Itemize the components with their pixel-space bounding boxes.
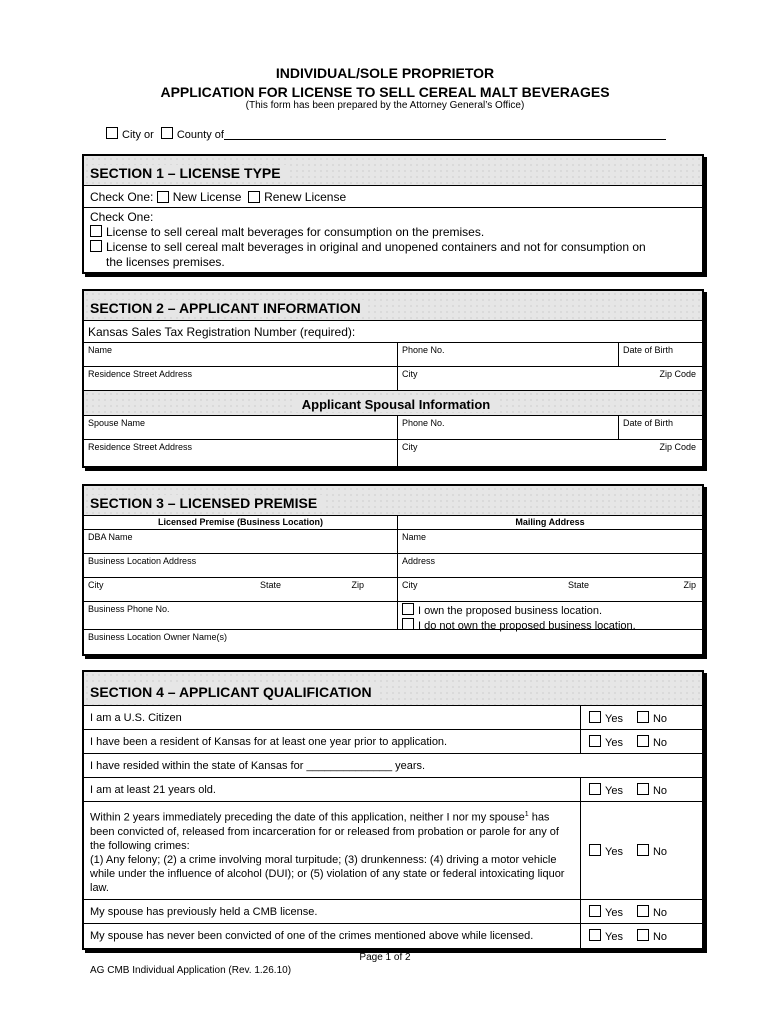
- mailing-address-field[interactable]: Address: [397, 554, 702, 577]
- question-text: I am a U.S. Citizen: [90, 712, 182, 724]
- off-premises-label-cont: the licenses premises.: [106, 255, 225, 269]
- yes-checkbox[interactable]: [589, 711, 601, 723]
- no-checkbox[interactable]: [637, 905, 649, 917]
- jurisdiction-line: [106, 127, 666, 141]
- on-premises-label: License to sell cereal malt beverages for consumption on the premises.: [106, 225, 485, 239]
- question-text: My spouse has previously held a CMB license.: [90, 906, 318, 918]
- mailing-address-heading: Mailing Address: [397, 516, 702, 529]
- title-line-2: APPLICATION FOR LICENSE TO SELL CEREAL MALT BEVERAGES: [160, 84, 610, 100]
- section-2: [82, 289, 704, 468]
- city-checkbox[interactable]: [106, 127, 118, 139]
- business-phone-field[interactable]: Business Phone No.: [88, 604, 170, 614]
- yes-label: Yes: [605, 845, 623, 858]
- yes-checkbox[interactable]: [589, 929, 601, 941]
- yes-checkbox[interactable]: [589, 844, 601, 856]
- city-zip-field[interactable]: City Zip Code: [397, 367, 702, 390]
- no-checkbox[interactable]: [637, 844, 649, 856]
- qualification-row: [84, 754, 702, 778]
- yes-label: Yes: [605, 736, 623, 749]
- spousal-header: Applicant Spousal Information: [84, 391, 702, 416]
- city-label: City or: [122, 129, 154, 141]
- section-2-header: SECTION 2 – APPLICANT INFORMATION: [84, 291, 702, 321]
- qualification-row: [84, 730, 702, 754]
- no-checkbox[interactable]: [637, 735, 649, 747]
- yes-label: Yes: [605, 931, 623, 943]
- off-premises-checkbox[interactable]: [90, 240, 102, 252]
- no-checkbox[interactable]: [637, 783, 649, 795]
- qualification-row: [84, 924, 702, 948]
- spouse-name-field[interactable]: Spouse Name: [88, 418, 146, 428]
- business-location-heading: Licensed Premise (Business Location): [157, 517, 324, 527]
- not-own-location-label: I do not own the proposed business location.: [418, 620, 636, 632]
- yes-label: Yes: [605, 906, 623, 919]
- spouse-address-field[interactable]: Residence Street Address: [88, 442, 193, 452]
- no-label: No: [652, 845, 668, 858]
- question-text: My spouse has never been convicted of one of the crimes mentioned above while licensed.: [90, 930, 534, 942]
- owner-names-field[interactable]: Business Location Owner Name(s): [88, 632, 228, 642]
- no-label: No: [652, 784, 668, 797]
- no-label: No: [652, 736, 668, 749]
- county-input[interactable]: [224, 139, 666, 140]
- county-label: County of: [176, 129, 224, 141]
- question-text: Within 2 years immediately preceding the date of this application, neither I nor my spouse$^1$ has been convicted of, released from incarceration for or released from probation or parole for any of the following crimes: (1) Any felony; (2) a crime involving moral turpitude; (3) drunkenness: (4) driving a motor vehicle while under the influence of alcohol (DUI); or (5) violation of any state or federal intoxicating liquor law.: [90, 811, 565, 894]
- on-premises-checkbox[interactable]: [90, 225, 102, 237]
- mailing-city-state-zip-field[interactable]: City State Zip: [397, 578, 702, 601]
- dob-field[interactable]: Date of Birth: [618, 343, 702, 366]
- yes-no-choice: [580, 900, 702, 923]
- title-line-1: INDIVIDUAL/SOLE PROPRIETOR: [275, 65, 495, 81]
- renew-license-label: Renew License: [264, 189, 347, 204]
- qualification-row: [84, 802, 702, 900]
- phone-field[interactable]: Phone No.: [397, 343, 618, 366]
- tax-number-field[interactable]: Kansas Sales Tax Registration Number (required):: [88, 325, 356, 339]
- no-label: No: [652, 931, 668, 943]
- check-one-label: Check One:: [90, 189, 154, 204]
- county-checkbox[interactable]: [161, 127, 173, 139]
- yes-label: Yes: [605, 784, 623, 797]
- yes-checkbox[interactable]: [589, 905, 601, 917]
- renew-license-checkbox[interactable]: [248, 191, 260, 203]
- revision-note: AG CMB Individual Application (Rev. 1.26.10): [90, 965, 292, 976]
- subtitle: (This form has been prepared by the Attorney General’s Office): [245, 100, 525, 111]
- mailing-name-field[interactable]: Name: [397, 530, 702, 553]
- yes-no-choice: [580, 924, 702, 948]
- question-text: I have been a resident of Kansas for at least one year prior to application.: [90, 736, 448, 748]
- section-3: [82, 484, 704, 656]
- section-4-header: SECTION 4 – APPLICANT QUALIFICATION: [84, 672, 702, 706]
- spouse-dob-field[interactable]: Date of Birth: [618, 416, 702, 439]
- no-label: No: [652, 906, 668, 919]
- page-number: Page 1 of 2: [359, 952, 411, 963]
- residence-address-field[interactable]: Residence Street Address: [88, 369, 193, 379]
- section-1-header: SECTION 1 – LICENSE TYPE: [84, 156, 702, 186]
- business-city-state-zip-field[interactable]: City State Zip: [88, 580, 364, 590]
- new-license-label: New License: [172, 189, 242, 204]
- yes-label: Yes: [605, 712, 623, 725]
- yes-checkbox[interactable]: [589, 735, 601, 747]
- section-3-header: SECTION 3 – LICENSED PREMISE: [84, 486, 702, 516]
- yes-no-choice: [580, 802, 702, 899]
- not-own-location-checkbox[interactable]: [402, 618, 414, 630]
- question-text: I have resided within the state of Kansas for ______________ years.: [90, 760, 426, 772]
- yes-checkbox[interactable]: [589, 783, 601, 795]
- business-address-field[interactable]: Business Location Address: [88, 556, 197, 566]
- yes-no-choice: [580, 730, 702, 753]
- own-location-checkbox[interactable]: [402, 603, 414, 615]
- qualification-row: [84, 778, 702, 802]
- yes-no-choice: [580, 706, 702, 729]
- spouse-phone-field[interactable]: Phone No.: [397, 416, 618, 439]
- qualification-row: [84, 706, 702, 730]
- dba-name-field[interactable]: DBA Name: [88, 532, 133, 542]
- check-one-label-2: Check One:: [90, 210, 154, 224]
- no-checkbox[interactable]: [637, 711, 649, 723]
- qualification-row: [84, 900, 702, 924]
- no-checkbox[interactable]: [637, 929, 649, 941]
- name-field[interactable]: Name: [88, 345, 113, 355]
- yes-no-choice: [580, 778, 702, 801]
- spouse-city-zip-field[interactable]: City Zip Code: [397, 440, 702, 466]
- question-text: I am at least 21 years old.: [90, 784, 216, 796]
- no-label: No: [652, 712, 668, 725]
- section-4: [82, 670, 704, 950]
- new-license-checkbox[interactable]: [157, 191, 169, 203]
- off-premises-label: License to sell cereal malt beverages in original and unopened containers and not for consumption on: [106, 240, 646, 254]
- section-1: [82, 154, 704, 274]
- own-location-label: I own the proposed business location.: [418, 605, 603, 617]
